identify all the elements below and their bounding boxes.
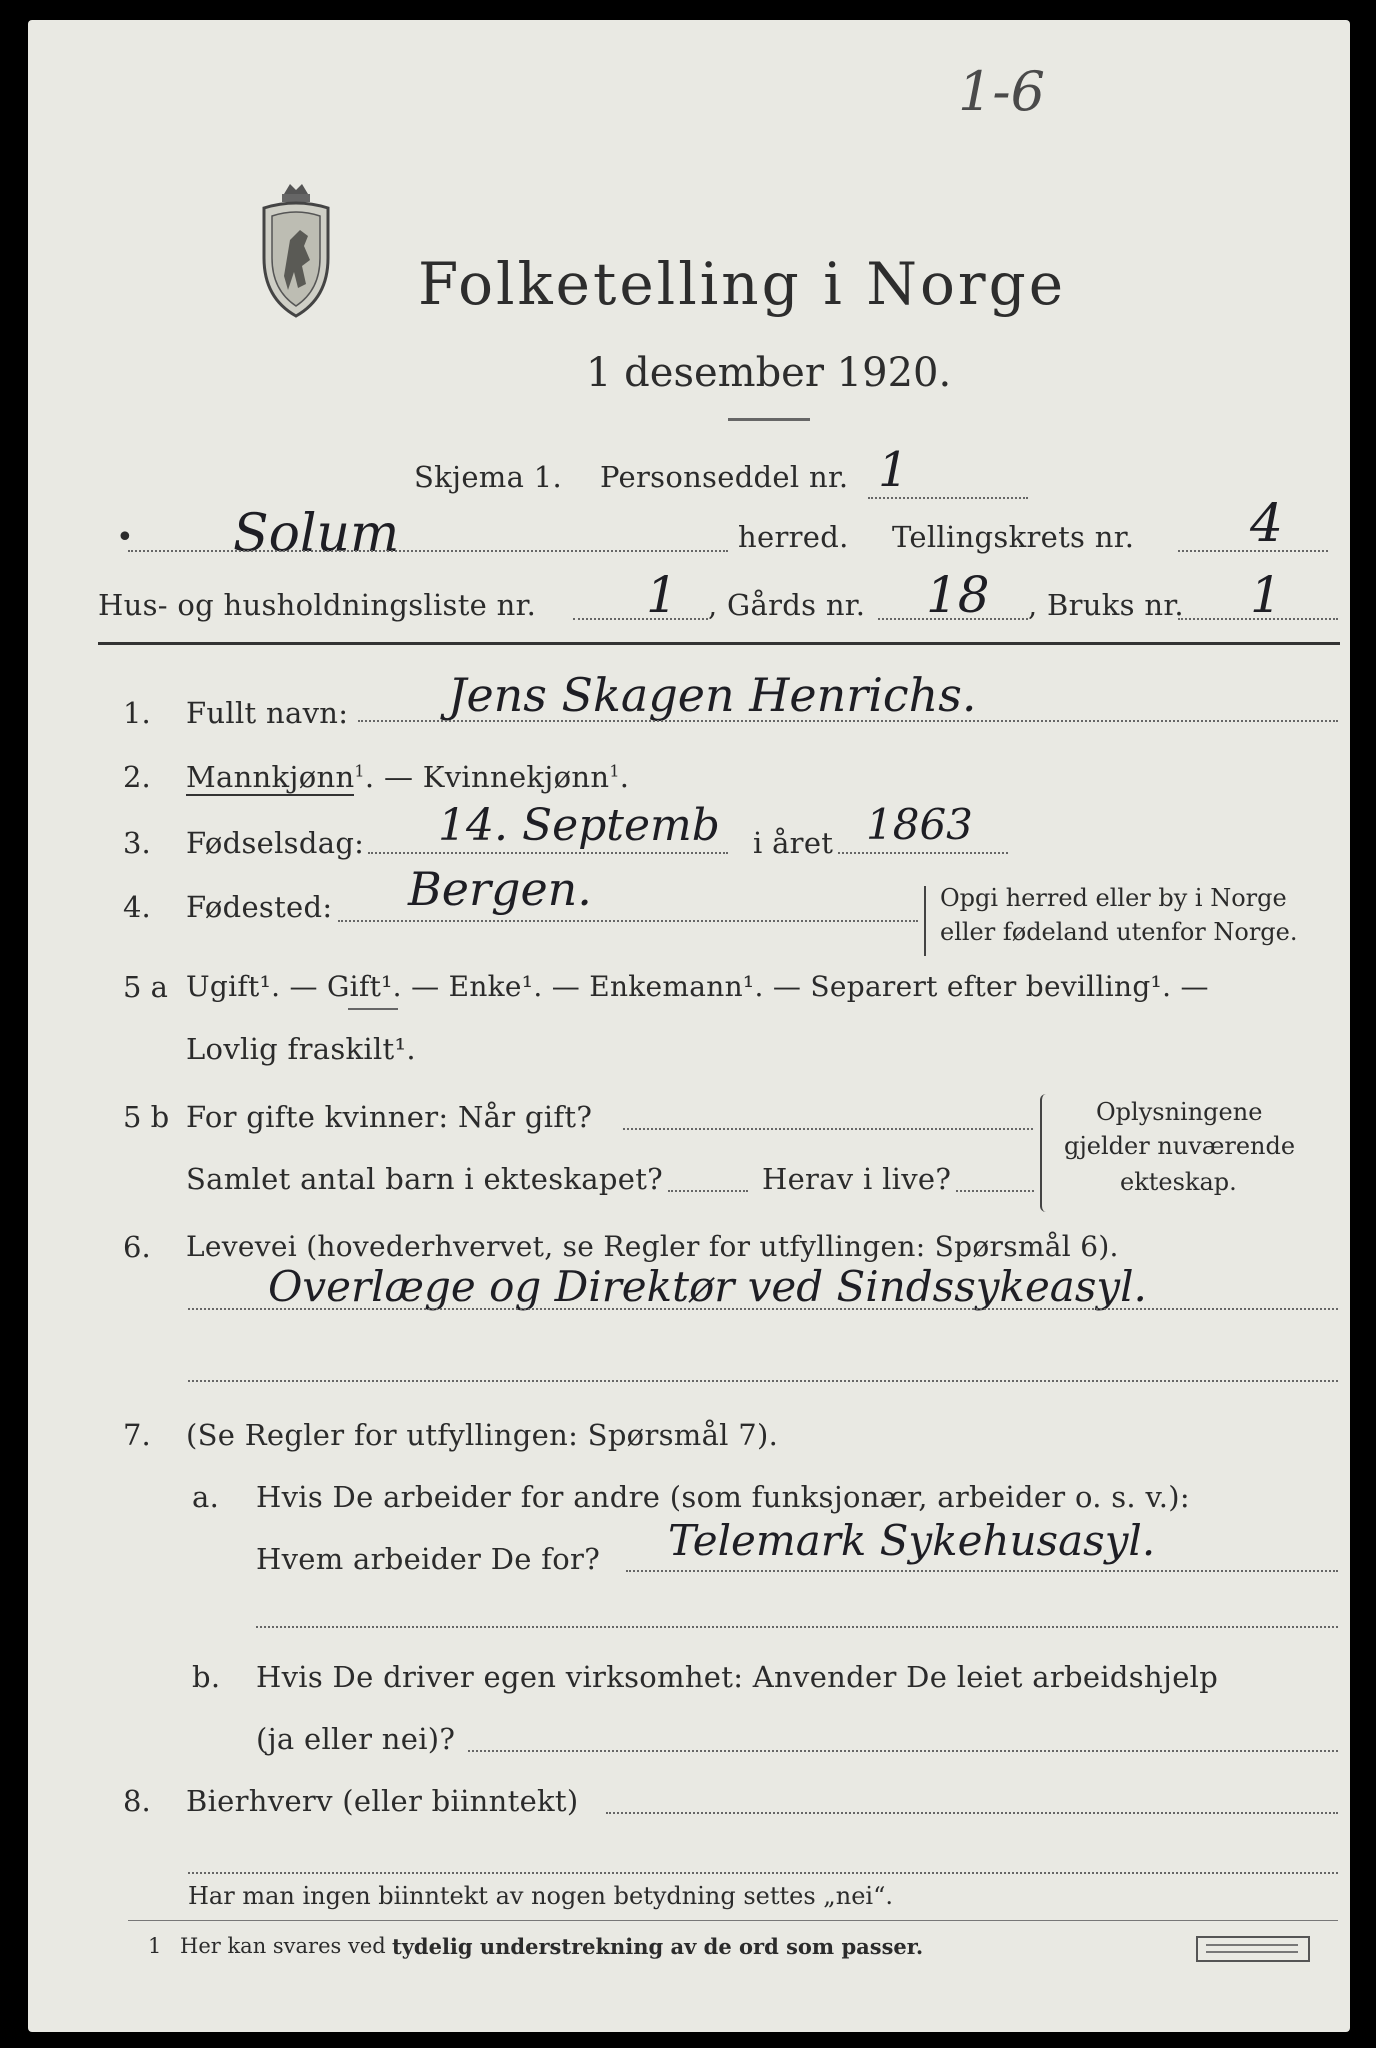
page-title: Folketelling i Norge	[418, 250, 1067, 318]
q7-label: (Se Regler for utfyllingen: Spørsmål 7).	[186, 1418, 779, 1452]
q6-line-1	[188, 1308, 1338, 1310]
personseddel-value[interactable]: 1	[878, 442, 909, 498]
q5b-bracket	[1040, 1094, 1050, 1212]
q4-bracket	[924, 886, 934, 956]
personseddel-line	[868, 497, 1028, 499]
q6-line-2	[188, 1380, 1338, 1382]
q5b-alive-line	[956, 1190, 1034, 1192]
hus-label: Hus- og husholdningsliste nr.	[98, 588, 537, 622]
q5a-number: 5 a	[123, 970, 168, 1004]
q5a-options[interactable]: Ugift¹. — Gift¹. — Enke¹. — Enkemann¹. — Separert efter bevilling¹. —	[186, 970, 1209, 1003]
q4-label: Fødested:	[186, 890, 333, 924]
q5a-options-2[interactable]: Lovlig fraskilt¹.	[186, 1032, 416, 1066]
q5b-alive-label: Herav i live?	[762, 1162, 952, 1196]
gift-underline	[348, 1008, 398, 1010]
q7b-line-2: (ja eller nei)?	[256, 1722, 456, 1756]
q7a-line-1: Hvis De arbeider for andre (som funksjonær, arbeider o. s. v.):	[256, 1480, 1190, 1514]
q1-value[interactable]: Jens Skagen Henrichs.	[448, 668, 977, 722]
tellingskrets-value[interactable]: 4	[1250, 494, 1284, 554]
q3-number: 3.	[123, 826, 151, 860]
herred-value[interactable]: Solum	[233, 504, 400, 564]
q3-year-line	[838, 852, 1008, 854]
q7-number: 7.	[123, 1418, 151, 1452]
bruks-line	[1178, 618, 1338, 620]
printer-stamp-icon	[1196, 1936, 1310, 1962]
q4-number: 4.	[123, 890, 151, 924]
herred-line	[128, 550, 728, 552]
header-rule	[98, 642, 1340, 645]
q5b-note-3: ekteskap.	[1120, 1168, 1237, 1196]
herred-label: herred.	[738, 520, 849, 554]
personseddel-label: Personseddel nr.	[600, 460, 849, 494]
q7b-letter: b.	[192, 1660, 221, 1694]
option-kvinnekjonn[interactable]: Kvinnekjønn	[422, 760, 610, 794]
q5b-note-1: Oplysningene	[1096, 1098, 1263, 1126]
q1-label: Fullt navn:	[186, 696, 349, 730]
q5b-note-2: gjelder nuværende	[1064, 1132, 1296, 1160]
q4-note-2: eller fødeland utenfor Norge.	[940, 918, 1298, 946]
gards-label: , Gårds nr.	[708, 588, 866, 622]
q2-number: 2.	[123, 760, 151, 794]
q8-line	[606, 1812, 1338, 1814]
q3-line	[368, 852, 728, 854]
footnote-text-a: Her kan svares ved	[180, 1934, 386, 1958]
q5b-number: 5 b	[123, 1100, 170, 1134]
q3-value[interactable]: 14. Septemb	[438, 800, 720, 851]
q7a-line-extra	[256, 1626, 1338, 1628]
q5b-children-line	[668, 1190, 748, 1192]
bullet-mark: •	[116, 520, 134, 555]
q3-label: Fødselsdag:	[186, 826, 365, 860]
q5b-children-label: Samlet antal barn i ekteskapet?	[186, 1162, 663, 1196]
q8-line-2	[188, 1872, 1338, 1874]
gards-value[interactable]: 18	[926, 566, 990, 624]
q7b-line	[468, 1750, 1338, 1752]
gards-line	[878, 618, 1028, 620]
footer-note: Har man ingen biinntekt av nogen betydning settes „nei“.	[188, 1882, 893, 1910]
q4-value[interactable]: Bergen.	[408, 862, 592, 916]
schema-label: Skjema 1.	[414, 460, 562, 494]
q6-value[interactable]: Overlæge og Direktør ved Sindssykeasyl.	[268, 1262, 1147, 1311]
hus-line	[573, 618, 708, 620]
bruks-value[interactable]: 1	[1250, 566, 1282, 624]
corner-note: 1-6	[958, 60, 1045, 123]
q7a-letter: a.	[192, 1480, 220, 1514]
q3-year-value[interactable]: 1863	[866, 800, 973, 849]
q2-options: Mannkjønn$^1$. — Kvinnekjønn$^1$.	[186, 760, 630, 794]
bruks-label: , Bruks nr.	[1028, 588, 1184, 622]
footer-rule	[128, 1920, 1338, 1921]
q7b-line-1: Hvis De driver egen virksomhet: Anvender De leiet arbeidshjelp	[256, 1660, 1219, 1694]
coat-of-arms-icon	[250, 180, 342, 320]
footnote-mark: 1	[148, 1934, 162, 1958]
tellingskrets-label: Tellingskrets nr.	[892, 520, 1135, 554]
footnote-text-b: tydelig understrekning av de ord som passer.	[392, 1934, 924, 1959]
hus-value[interactable]: 1	[646, 566, 678, 624]
option-mannkjonn[interactable]: Mannkjønn	[186, 760, 355, 794]
q5b-when-line	[623, 1128, 1033, 1130]
page-date: 1 desember 1920.	[586, 350, 952, 396]
q1-line	[358, 720, 1338, 722]
q4-line	[338, 920, 918, 922]
q7a-line-2: Hvem arbeider De for?	[256, 1542, 601, 1576]
q5b-line-1: For gifte kvinner: Når gift?	[186, 1100, 593, 1134]
q4-note-1: Opgi herred eller by i Norge	[940, 884, 1287, 912]
q8-number: 8.	[123, 1784, 151, 1818]
q3-year-label: i året	[753, 826, 834, 860]
census-form-page	[28, 20, 1350, 2032]
q6-label: Levevei (hovederhvervet, se Regler for utfyllingen: Spørsmål 6).	[186, 1230, 1119, 1263]
q7a-value[interactable]: Telemark Sykehusasyl.	[668, 1516, 1156, 1565]
title-divider	[728, 418, 810, 421]
q8-label: Bierhverv (eller biinntekt)	[186, 1784, 579, 1818]
q6-number: 6.	[123, 1230, 151, 1264]
q1-number: 1.	[123, 696, 151, 730]
tellingskrets-line	[1178, 550, 1328, 552]
q7a-line	[626, 1570, 1338, 1572]
